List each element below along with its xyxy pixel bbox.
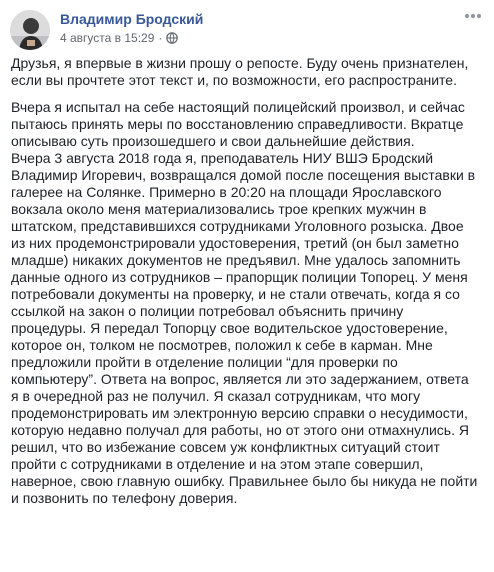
author-avatar[interactable]: [10, 10, 50, 50]
post-paragraph: [11, 55, 485, 89]
paragraph-line: пройти с сотрудниками в отделение и на этом этапе совершил,: [11, 456, 424, 472]
paragraph-line: вокзала около меня материализовались трое крепких мужчин в: [11, 201, 427, 217]
paragraph-line: предложили пройти в отделение полиции “для проверки по: [11, 354, 398, 370]
post-timestamp-link[interactable]: 4 августа в 15:29: [60, 31, 155, 45]
paragraph-line: решил, что во избежание совсем уж конфликтных ситуаций стоит: [11, 439, 440, 455]
author-name-link[interactable]: Владимир Бродский: [60, 11, 204, 27]
paragraph-line: галерее на Солянке. Примерно в 20:20 на площади Ярославского: [11, 184, 442, 200]
meta-separator: ·: [158, 31, 163, 45]
post-meta: [60, 31, 178, 45]
paragraph-line: Вчера 3 августа 2018 года я, преподаватель НИУ ВШЭ Бродский: [11, 150, 434, 166]
paragraph-line: которое он, толком не посмотрев, положил к себе в карман. Мне: [11, 337, 433, 353]
paragraph-line: ссылкой на закон о полиции потребовал объяснить причину: [11, 303, 404, 319]
paragraph-line: потребовали документы на проверку, и не стали отвечать, когда я со: [11, 286, 460, 302]
paragraph-line: если вы прочтете этот текст и, по возможности, его распространите.: [11, 72, 457, 88]
paragraph-line: которую недавно получал для работы, но от этого они отмахнулись. Я: [11, 422, 469, 438]
paragraph-line: пытаюсь принять меры по восстановлению справедливости. Вкратце: [11, 116, 464, 132]
paragraph-line: и позвонить по телефону доверия.: [11, 490, 238, 506]
paragraph-line: Владимир Игоревич, возвращался домой после посещения выставки в: [11, 167, 476, 183]
paragraph-line: Вчера я испытал на себе настоящий полицейский произвол, и сейчас: [11, 99, 465, 115]
paragraph-line: описываю суть произошедшего и свои дальнейшие действия.: [11, 133, 415, 149]
paragraph-line: данные одного из сотрудников – прапорщик полиции Топорец. У меня: [11, 269, 468, 285]
paragraph-line: из них продемонстрировали удостоверения, третий (он был заметно: [11, 235, 459, 251]
paragraph-line: я в очередной раз не получил. Я сказал сотрудникам, что могу: [11, 388, 421, 404]
post-body: [11, 55, 485, 507]
paragraph-line: процедуры. Я передал Топорцу свое водительское удостоверение,: [11, 320, 448, 336]
post-header: [0, 0, 494, 52]
more-options-button[interactable]: [460, 6, 486, 26]
paragraph-line: Друзья, я впервые в жизни прошу о репосте. Буду очень признателен,: [11, 55, 469, 71]
post-paragraph: [11, 99, 485, 507]
paragraph-line: продемонстрировать им электронную версию справки о несудимости,: [11, 405, 468, 421]
paragraph-line: наверное, свою главную ошибку. Правильнее было бы никуда не пойти: [11, 473, 478, 489]
paragraph-line: младше) никаких документов не предъявил. Мне удалось запомнить: [11, 252, 461, 268]
globe-icon[interactable]: [166, 32, 178, 44]
avatar-photo: [10, 10, 50, 50]
paragraph-line: штатском, представившихся сотрудниками Уголовного розыска. Двое: [11, 218, 464, 234]
paragraph-line: компьютеру”. Ответа на вопрос, является ли это задержанием, ответа: [11, 371, 469, 387]
more-horizontal-icon: [464, 13, 482, 19]
